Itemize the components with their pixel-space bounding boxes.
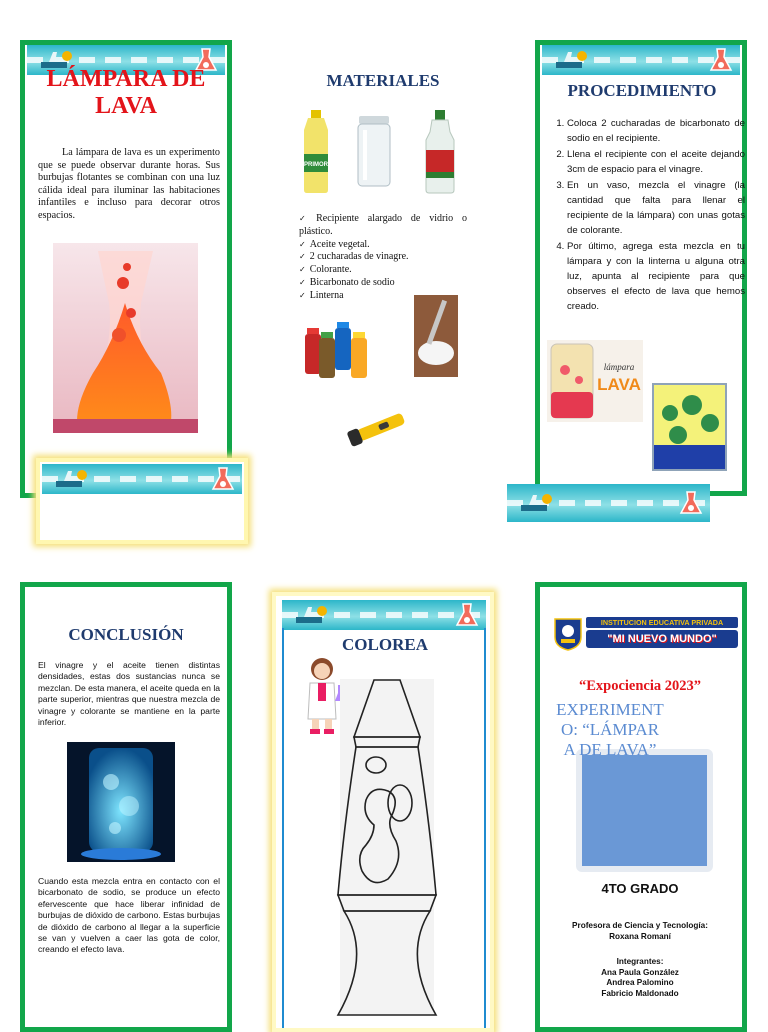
panel-colorea-banner bbox=[282, 600, 486, 630]
list-item: 2. Llena el recipiente con el aceite dejando 3cm de espacio para el vinagre. bbox=[567, 147, 745, 177]
colorea-title: COLOREA bbox=[342, 635, 428, 654]
list-item: 1. Coloca 2 cucharadas de bicarbonato de sodio en el recipiente. bbox=[567, 116, 745, 146]
microscope-icon bbox=[292, 603, 332, 627]
list-item: ✓ Colorante. bbox=[299, 264, 467, 277]
school-logo bbox=[553, 617, 583, 651]
member-name: Ana Paula González bbox=[601, 967, 679, 977]
panel-intro-footer-banner bbox=[42, 464, 242, 494]
list-item: 3. En un vaso, mezcla el vinagre (la cantidad que falta para llenar el recipiente de la lámpara) con unas gotas de colorante. bbox=[567, 178, 745, 238]
flask-icon bbox=[210, 466, 236, 492]
experiment-title: EXPERIMENTO: “LÁMPARA DE LAVA” bbox=[556, 700, 664, 759]
list-item: ✓ Aceite vegetal. bbox=[299, 239, 467, 252]
conclusion-title: CONCLUSIÓN bbox=[68, 625, 184, 644]
list-item: ✓ Linterna bbox=[299, 290, 467, 303]
flask-icon bbox=[678, 490, 704, 516]
oil-bottle-image bbox=[296, 108, 336, 194]
list-item: ✓ Recipiente alargado de vidrio o plástico. bbox=[299, 213, 467, 239]
flask-icon bbox=[454, 602, 480, 628]
school-line-2: "MI NUEVO MUNDO" bbox=[586, 630, 738, 648]
panel-procedure-banner bbox=[542, 45, 740, 75]
lava-lamp-outline bbox=[332, 675, 442, 1020]
colorant-bottles-image bbox=[303, 318, 373, 382]
list-item: ✓ Bicarbonato de sodio bbox=[299, 277, 467, 290]
vinegar-bottle-image bbox=[420, 110, 460, 194]
list-item: ✓ 2 cucharadas de vinagre. bbox=[299, 251, 467, 264]
conclusion-text-2: Cuando esta mezcla entra en contacto con el bicarbonato de sodio, se produce un efecto efervescente que hace liberar infinidad de burbujas de dióxido de carbono. Estas burbujas de dióxido de carbono al llegar a la superficie se van y vuelven a caer las gota de color, creando el efecto lava. bbox=[38, 876, 220, 955]
list-item: 4. Por último, agrega esta mezcla en tu lámpara y con la linterna u alguna otra luz, apunta al recipiente para que observes el efecto de lava que hemos creado. bbox=[567, 239, 745, 314]
baking-soda-image bbox=[414, 295, 458, 377]
flashlight-image bbox=[343, 405, 419, 449]
microscope-icon bbox=[517, 491, 557, 515]
flask-icon bbox=[708, 47, 734, 73]
teacher-label: Profesora de Ciencia y Tecnología: bbox=[572, 921, 708, 930]
svg-text:lámpara: lámpara bbox=[603, 362, 635, 372]
procedure-steps bbox=[551, 116, 745, 315]
green-lava-photo bbox=[652, 383, 727, 471]
svg-text:LAVA: LAVA bbox=[597, 375, 641, 394]
lava-jar-photo bbox=[547, 340, 643, 422]
grade-label: 4TO GRADO bbox=[601, 881, 679, 896]
teacher-block bbox=[545, 921, 735, 942]
members-label: Integrantes: bbox=[616, 957, 664, 966]
intro-title: LÁMPARA DE LAVA bbox=[46, 66, 206, 119]
conclusion-text-1: El vinagre y el aceite tienen distintas densidades, estas dos sustancias nunca se mezclan. De esta manera, el aceite queda en la parte superior, mientras que nuestra mezcla de vinagre y colorante se mantiene en la parte inferior. bbox=[38, 660, 221, 728]
glass-jar-image bbox=[355, 114, 393, 188]
teacher-name: Roxana Romaní bbox=[609, 931, 671, 941]
school-line-1: INSTITUCION EDUCATIVA PRIVADA bbox=[586, 617, 738, 628]
school-crest-icon bbox=[553, 617, 583, 651]
microscope-icon bbox=[52, 467, 92, 491]
school-name-banner bbox=[586, 617, 738, 651]
cover-image-box bbox=[576, 749, 713, 872]
microscope-icon bbox=[552, 48, 592, 72]
lava-lamp-photo bbox=[53, 243, 198, 433]
member-name: Fabricio Maldonado bbox=[601, 988, 679, 998]
materials-title: MATERIALES bbox=[326, 71, 440, 90]
blue-lava-photo bbox=[67, 742, 175, 862]
materials-list bbox=[299, 213, 467, 303]
event-title: “Expociencia 2023” bbox=[578, 678, 702, 694]
member-name: Andrea Palomino bbox=[606, 978, 674, 987]
members-block bbox=[545, 957, 735, 999]
procedure-title: PROCEDIMIENTO bbox=[567, 81, 717, 100]
panel-procedure-footer-banner bbox=[507, 484, 710, 522]
oil-brand-label: PRIMOR bbox=[304, 162, 328, 168]
intro-text: La lámpara de lava es un experimento que se puede observar durante horas. Sus burbujas flotantes se combinan con una luz cálida ideal para iluminar las habitaciones infantiles e incluso para decorar otros espacios. bbox=[38, 147, 220, 221]
